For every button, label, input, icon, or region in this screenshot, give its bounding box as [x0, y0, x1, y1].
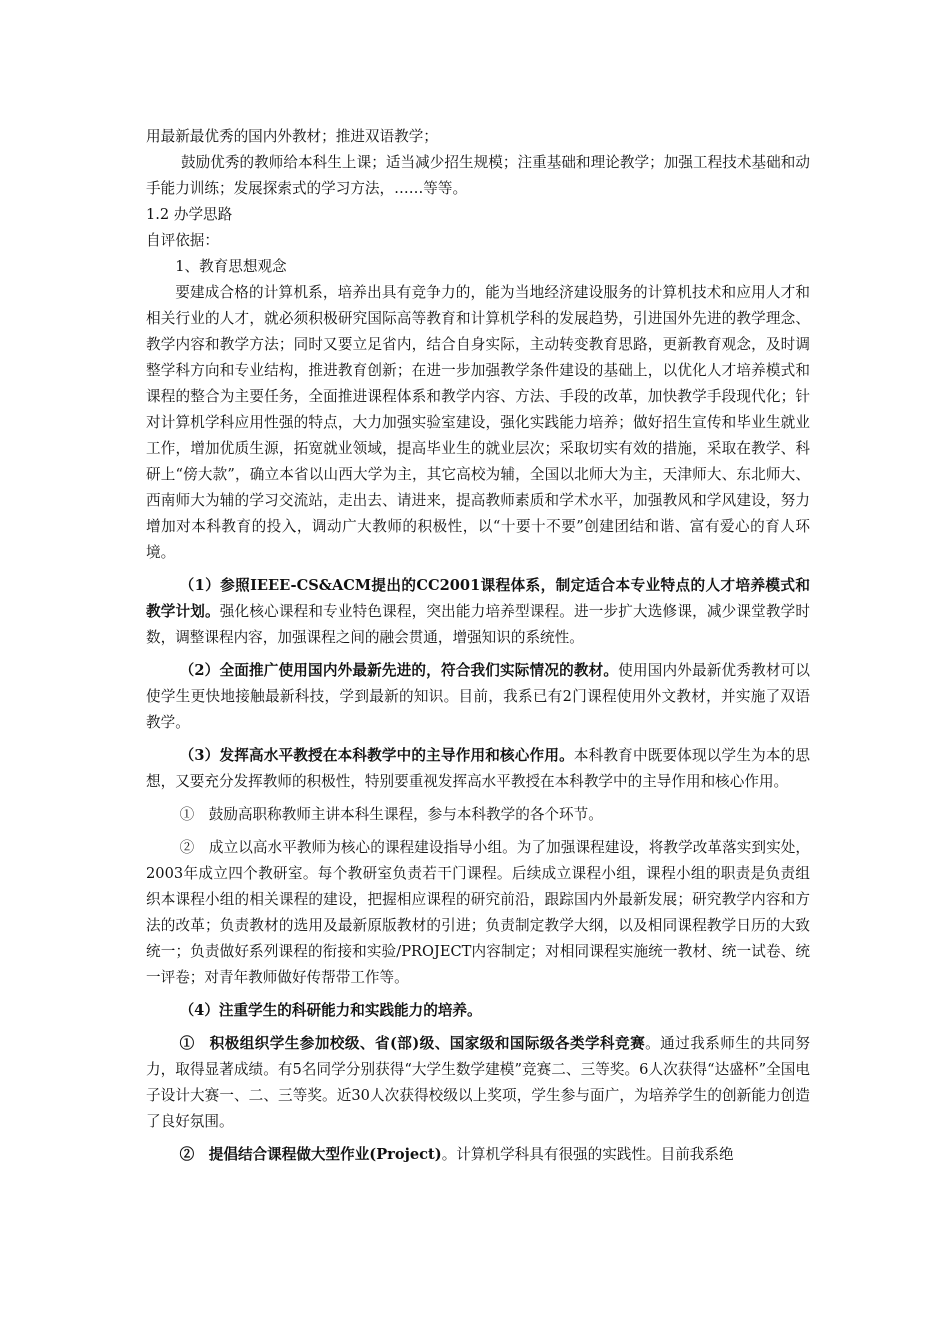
document-page: [146, 124, 810, 1168]
item-4-sub-2-title: ② 提倡结合课程做大型作业(Project): [179, 1146, 442, 1163]
item-2-text: 使用国内外最新优秀教材可以使学生更快地接触最新科技，学到最新的知识。目前，我系已有2门课程使用外文教材，并实施了双语教学。: [146, 662, 810, 731]
paragraph: 鼓励优秀的教师给本科生上课；适当减少招生规模；注重基础和理论教学；加强工程技术基础和动手能力训练；发展探索式的学习方法，……等等。: [146, 154, 810, 197]
item-4-sub-2-text: 。计算机学科具有很强的实践性。目前我系绝: [441, 1146, 734, 1163]
item-1-title: （1）参照IEEE-CS&ACM提出的CC2001课程体系，制定适合本专业特点的人才培养模式和教学计划。: [146, 577, 810, 620]
item-3-title: （3）发挥高水平教授在本科教学中的主导作用和核心作用。: [179, 747, 574, 764]
item-3-sub-2: ② 成立以高水平教师为核心的课程建设指导小组。为了加强课程建设，将教学改革落实到实处，2003年成立四个教研室。每个教研室负责若干门课程。后续成立课程小组，课程小组的职责是负责组织本课程小组的相关课程的建设，把握相应课程的研究前沿，跟踪国内外最新发展；研究教学内容和方法的改革；负责教材的选用及最新原版教材的引进；负责制定教学大纲，以及相同课程教学日历的大致统一；负责做好系列课程的衔接和实验/PROJECT内容制定；对相同课程实施统一教材、统一试卷、统一评卷；对青年教师做好传帮带工作等。: [146, 839, 810, 986]
item-3-sub-1: ① 鼓励高职称教师主讲本科生课程，参与本科教学的各个环节。: [179, 806, 603, 823]
paragraph: 要建成合格的计算机系，培养出具有竞争力的，能为当地经济建设服务的计算机技术和应用人才和相关行业的人才，就必须积极研究国际高等教育和计算机学科的发展趋势，引进国外先进的教学理念、教学内容和教学方法；同时又要立足省内，结合自身实际，主动转变教育思路，更新教育观念，及时调整学科方向和专业结构，推进教育创新；在进一步加强教学条件建设的基础上，以优化人才培养模式和课程的整合为主要任务，全面推进课程体系和教学内容、方法、手段的改革，加快教学手段现代化；针对计算机学科应用性强的特点，大力加强实验室建设，强化实践能力培养；做好招生宣传和毕业生就业工作，增加优质生源，拓宽就业领域，提高毕业生的就业层次；采取切实有效的措施，采取在教学、科研上“傍大款”，确立本省以山西大学为主，其它高校为辅，全国以北师大为主，天津师大、东北师大、西南师大为辅的学习交流站，走出去、请进来，提高教师素质和学术水平，加强教风和学风建设，努力增加对本科教育的投入，调动广大教师的积极性，以“十要十不要”创建团结和谐、富有爱心的育人环境。: [146, 284, 810, 561]
item-3-text: 本科教育中既要体现以学生为本的思想，又要充分发挥教师的积极性，特别要重视发挥高水平教授在本科教学中的主导作用和核心作用。: [146, 747, 810, 790]
item-4-sub-1: [146, 1031, 810, 1135]
item-4-sub-1-title: ① 积极组织学生参加校级、省(部)级、国家级和国际级各类学科竞赛: [179, 1035, 646, 1052]
item-4-sub-2: [146, 1142, 810, 1168]
item-3: [146, 743, 810, 795]
text-line: 用最新最优秀的国内外教材；推进双语教学；: [146, 128, 438, 145]
item-1: [146, 573, 810, 651]
item-4: [146, 998, 810, 1024]
item-4-sub-1-text: 。通过我系师生的共同努力，取得显著成绩。有5名同学分别获得“大学生数学建模”竞赛二、三等奖。6人次获得“达盛杯”全国电子设计大赛一、二、三等奖。近30人次获得校级以上奖项，学生参与面广，为培养学生的创新能力创造了良好氛围。: [146, 1035, 810, 1130]
item-2: [146, 658, 810, 736]
label: 自评依据：: [146, 232, 219, 249]
item-4-title: （4）注重学生的科研能力和实践能力的培养。: [179, 1002, 482, 1019]
subheading: 1、教育思想观念: [175, 258, 287, 275]
item-1-text: 强化核心课程和专业特色课程，突出能力培养型课程。进一步扩大选修课，减少课堂教学时数，调整课程内容，加强课程之间的融会贯通，增强知识的系统性。: [146, 603, 810, 646]
item-2-title: （2）全面推广使用国内外最新先进的，符合我们实际情况的教材。: [179, 662, 619, 679]
section-heading: 1.2 办学思路: [146, 206, 233, 223]
